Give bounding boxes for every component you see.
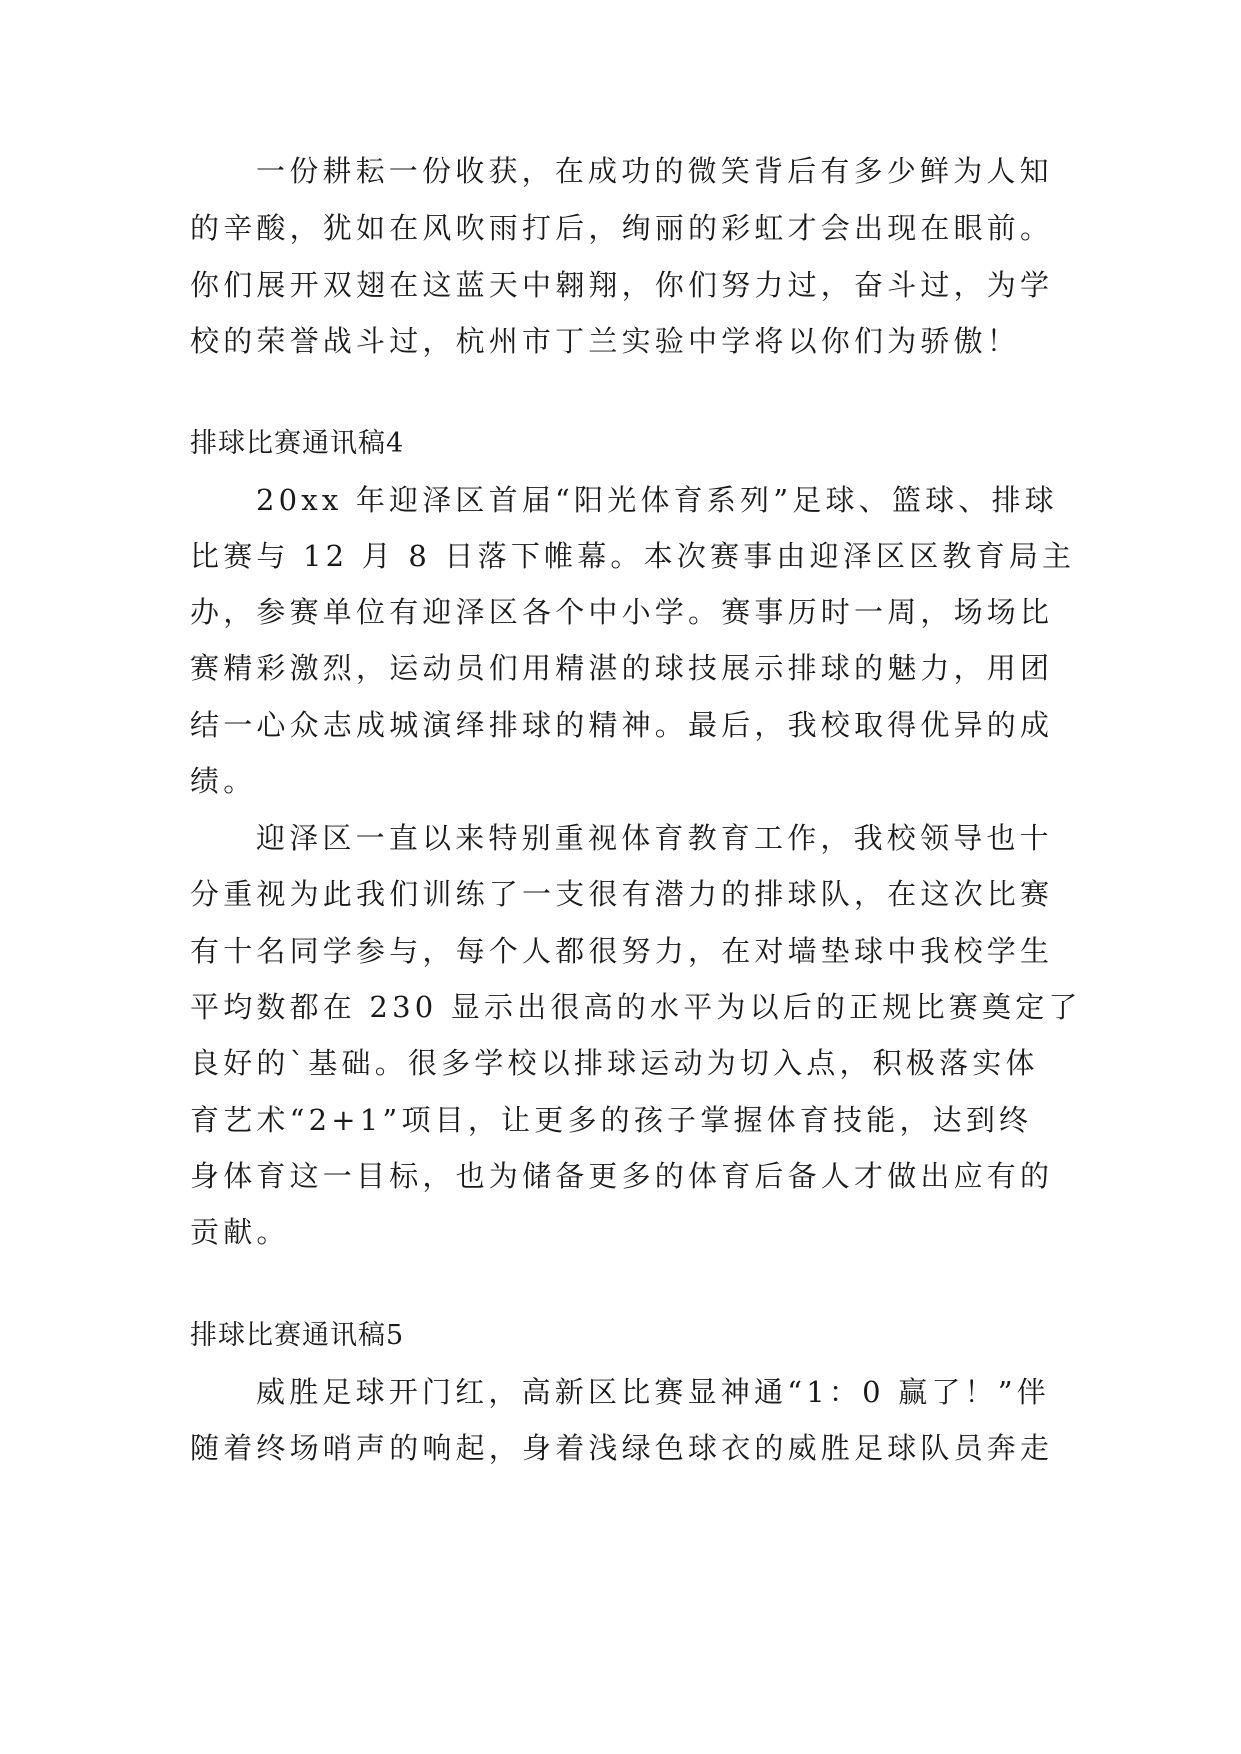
paragraph-line: 威胜足球开门红，高新区比赛显神通“1：0 赢了！”伴 <box>256 1375 1050 1409</box>
paragraph-line: 办，参赛单位有迎泽区各个中小学。赛事历时一周，场场比 <box>190 595 1054 629</box>
paragraph-line: 校的荣誉战斗过，杭州市丁兰实验中学将以你们为骄傲！ <box>190 324 1021 358</box>
paragraph-line: 你们展开双翅在这蓝天中翱翔，你们努力过，奋斗过，为学 <box>190 268 1054 302</box>
paragraph-line: 育艺术“2+1”项目，让更多的孩子掌握体育技能，达到终 <box>190 1103 1033 1137</box>
paragraph-line: 比赛与 12 月 8 日落下帷幕。本次赛事由迎泽区区教育局主 <box>190 539 1076 573</box>
section-title: 排球比赛通讯稿5 <box>190 1320 405 1351</box>
paragraph-line: 赛精彩激烈，运动员们用精湛的球技展示排球的魅力，用团 <box>190 651 1054 685</box>
paragraph-line: 20xx 年迎泽区首届“阳光体育系列”足球、篮球、排球 <box>256 483 1058 517</box>
paragraph-line: 迎泽区一直以来特别重视体育教育工作，我校领导也十 <box>256 821 1053 855</box>
paragraph-line: 随着终场哨声的响起，身着浅绿色球衣的威胜足球队员奔走 <box>190 1431 1054 1465</box>
paragraph-line: 有十名同学参与，每个人都很努力，在对墙垫球中我校学生 <box>190 934 1054 968</box>
paragraph-line: 结一心众志成城演绎排球的精神。最后，我校取得优异的成 <box>190 708 1054 742</box>
paragraph-line: 良好的`基础。很多学校以排球运动为切入点，积极落实体 <box>190 1046 1039 1080</box>
paragraph-line: 一份耕耘一份收获，在成功的微笑背后有多少鲜为人知 <box>256 154 1053 188</box>
paragraph-line: 绩。 <box>190 764 257 798</box>
paragraph-line: 贡献。 <box>190 1215 290 1249</box>
paragraph-line: 的辛酸，犹如在风吹雨打后，绚丽的彩虹才会出现在眼前。 <box>190 211 1054 245</box>
paragraph-line: 平均数都在 230 显示出很高的水平为以后的正规比赛奠定了 <box>190 990 1082 1024</box>
paragraph-line: 分重视为此我们训练了一支很有潜力的排球队，在这次比赛 <box>190 877 1054 911</box>
section-title: 排球比赛通讯稿4 <box>190 428 405 459</box>
paragraph-line: 身体育这一目标，也为储备更多的体育后备人才做出应有的 <box>190 1159 1054 1193</box>
